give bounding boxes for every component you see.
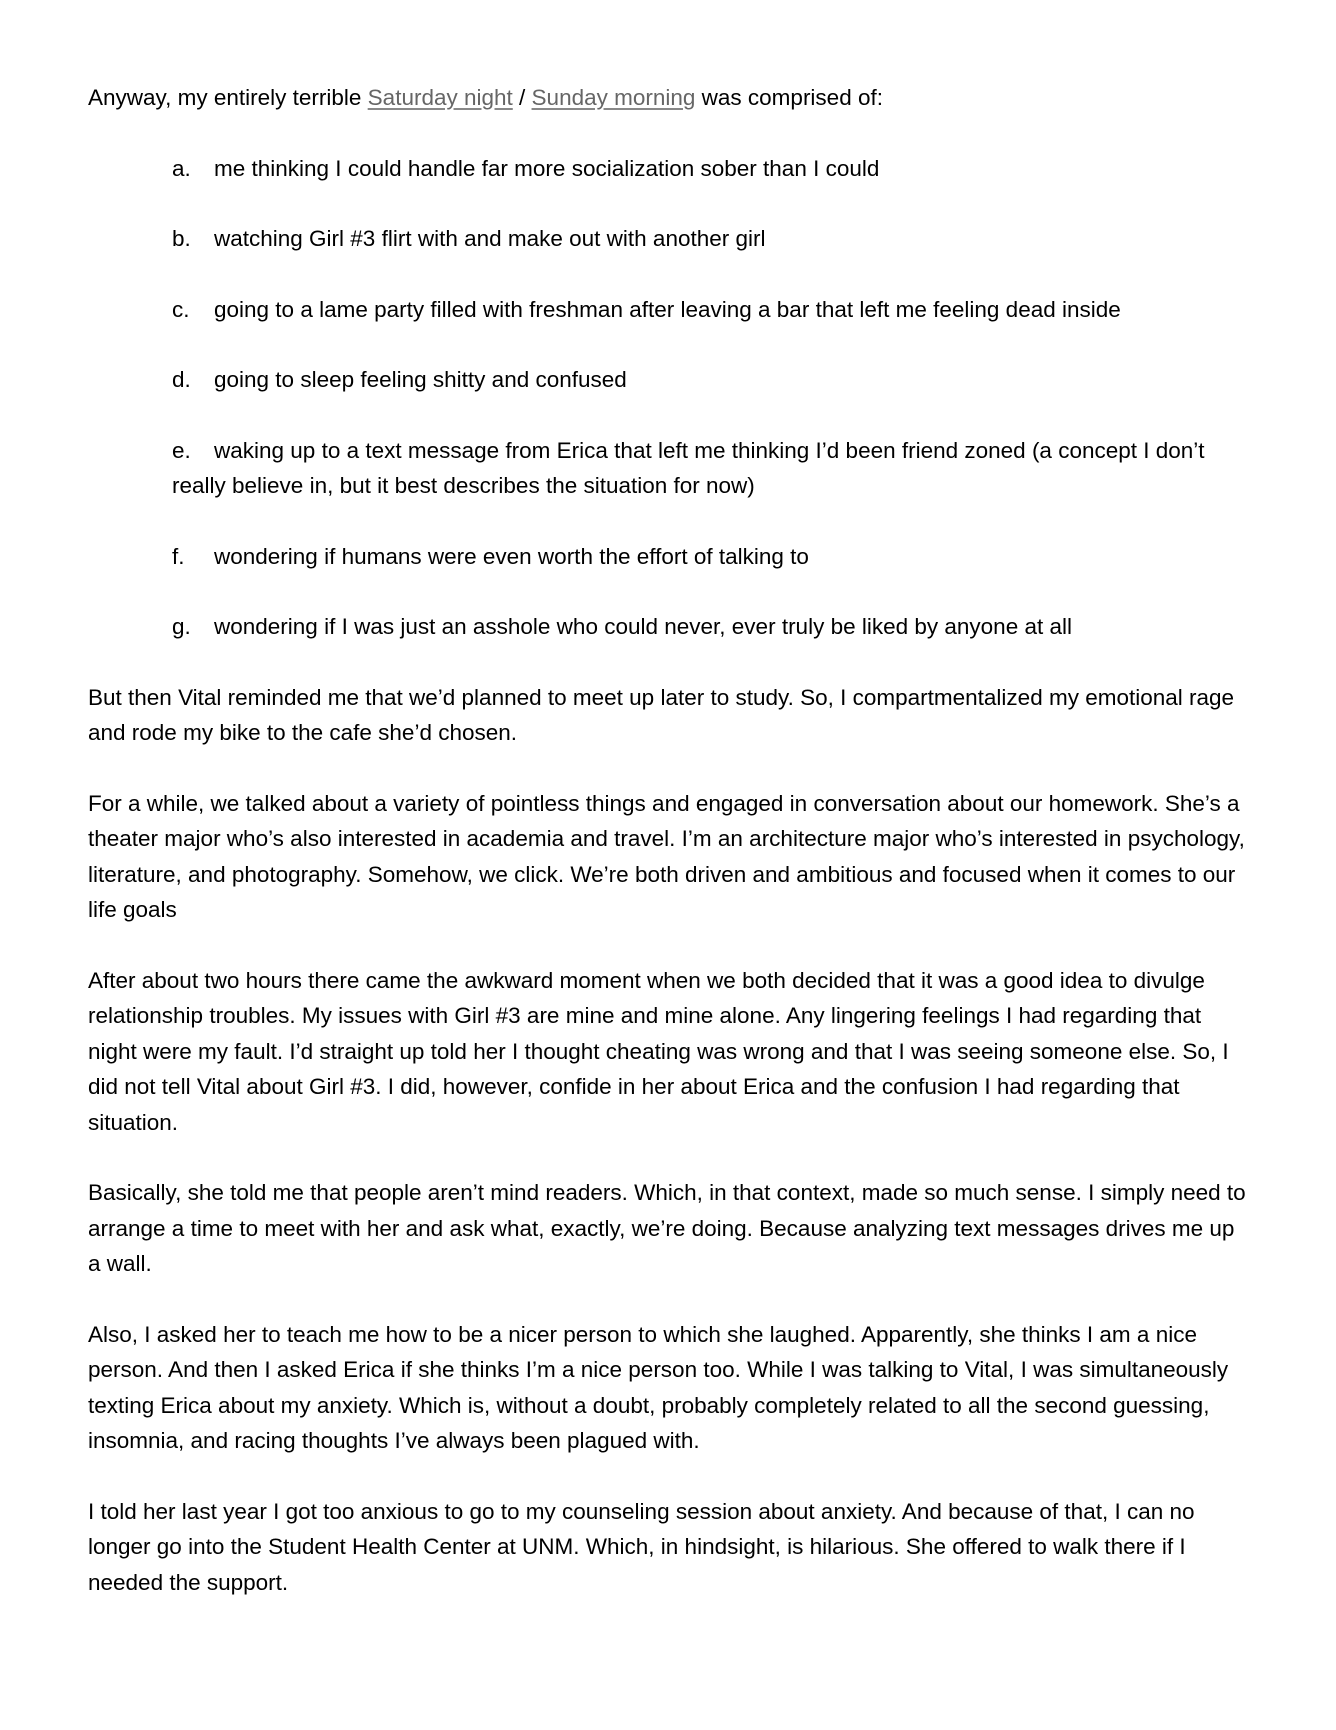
list-marker: f.	[172, 543, 185, 569]
list-item	[172, 221, 1250, 257]
body-paragraph: For a while, we talked about a variety of pointless things and engaged in conversation about our homework. She’s a theater major who’s also interested in academia and travel. I’m an architecture major who’s interested in psychology, literature, and photography. Somehow, we click. We’re both driven and ambitious and focused when it comes to our life goals	[88, 790, 1245, 922]
saturday-night-link[interactable]: Saturday night	[367, 85, 513, 110]
list-item	[172, 433, 1250, 504]
list-marker: c.	[172, 296, 190, 322]
list-marker: a.	[172, 155, 191, 181]
list-marker: e.	[172, 437, 191, 463]
body-paragraph: Also, I asked her to teach me how to be a nicer person to which she laughed. Apparently, she thinks I am a nice person. And then I asked Erica if she thinks I’m a nice person too. While I was talking to Vital, I was simultaneously texting Erica about my anxiety. Which is, without a doubt, probably completely related to all the second guessing, insomnia, and racing thoughts I’ve always been plagued with.	[88, 1321, 1229, 1453]
list-item	[172, 362, 1250, 398]
body-paragraph: I told her last year I got too anxious to go to my counseling session about anxiety. And because of that, I can no longer go into the Student Health Center at UNM. Which, in hindsight, is hilarious. She offered to walk there if I needed the support.	[88, 1498, 1195, 1595]
body-paragraph: But then Vital reminded me that we’d planned to meet up later to study. So, I compartmentalized my emotional rage and rode my bike to the cafe she’d chosen.	[88, 684, 1235, 745]
list-item-text: me thinking I could handle far more socialization sober than I could	[214, 155, 880, 181]
intro-suffix: was comprised of:	[695, 85, 883, 110]
intro-separator: /	[512, 85, 532, 110]
list-item-text: going to a lame party filled with freshman after leaving a bar that left me feeling dead inside	[214, 296, 1121, 322]
lettered-list	[88, 151, 1250, 645]
list-item	[172, 292, 1250, 328]
list-item	[172, 151, 1250, 187]
intro-prefix: Anyway, my entirely terrible	[88, 85, 368, 110]
list-marker: g.	[172, 614, 191, 639]
list-marker: b.	[172, 226, 191, 251]
body-paragraph: Basically, she told me that people aren’t mind readers. Which, in that context, made so much sense. I simply need to arrange a time to meet with her and ask what, exactly, we’re doing. Because analyzing text messages drives me up a wall.	[88, 1180, 1246, 1276]
sunday-morning-link[interactable]: Sunday morning	[531, 85, 696, 110]
intro-paragraph	[88, 80, 1250, 116]
list-item	[172, 609, 1250, 645]
document-page	[88, 80, 1250, 1635]
list-item-text: watching Girl #3 flirt with and make out with another girl	[214, 226, 766, 251]
list-item-text: wondering if I was just an asshole who could never, ever truly be liked by anyone at all	[214, 614, 1072, 639]
list-item	[172, 539, 1250, 575]
list-item-text: waking up to a text message from Erica that left me thinking I’d been friend zoned (a concept I don’t really believe in, but it best describes the situation for now)	[172, 437, 1205, 498]
list-item-text: wondering if humans were even worth the effort of talking to	[214, 543, 809, 569]
list-marker: d.	[172, 367, 191, 392]
list-item-text: going to sleep feeling shitty and confused	[214, 367, 627, 392]
body-paragraph: After about two hours there came the awkward moment when we both decided that it was a good idea to divulge relationship troubles. My issues with Girl #3 are mine and mine alone. Any lingering feelings I had regarding that night were my fault. I’d straight up told her I thought cheating was wrong and that I was seeing someone else. So, I did not tell Vital about Girl #3. I did, however, confide in her about Erica and the confusion I had regarding that situation.	[88, 967, 1229, 1135]
